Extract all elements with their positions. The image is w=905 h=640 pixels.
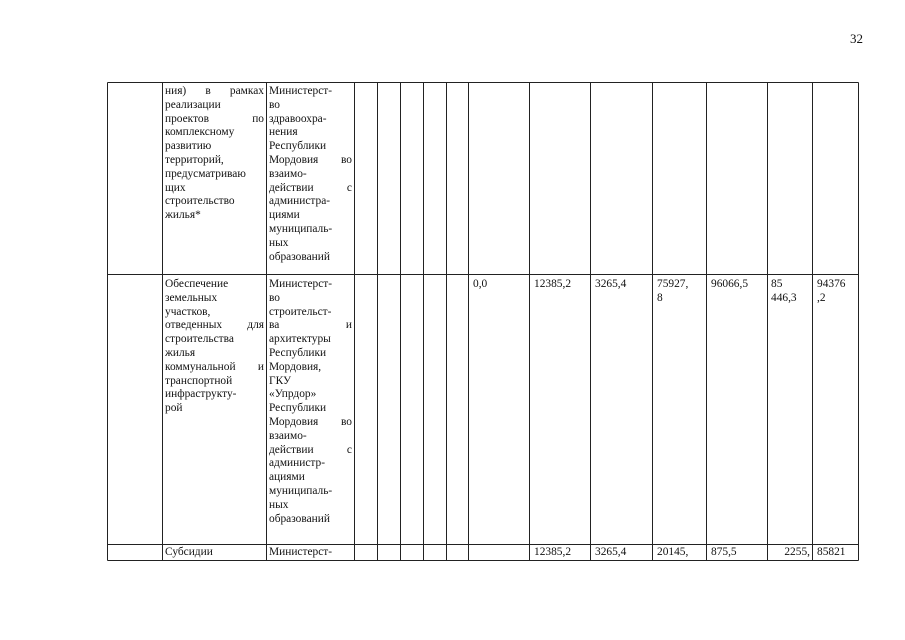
cell-text-line: ГКУ <box>269 374 292 387</box>
row3-value-1 <box>532 546 590 560</box>
cell-text-line: участков, <box>165 305 211 318</box>
row2-name <box>163 278 266 416</box>
row2-value-1 <box>471 278 529 292</box>
cell-text-line: 20145, <box>657 546 689 558</box>
cell-text-line: взаимо- <box>269 167 307 180</box>
row3-name <box>163 546 266 560</box>
cell-text-line: Обеспечение <box>165 278 229 290</box>
cell-text-line: 875,5 <box>711 546 737 558</box>
cell-text-line: образований <box>269 250 330 263</box>
cell-text-line: строительст- <box>269 305 332 318</box>
cell-text-line: жилья <box>165 346 196 359</box>
cell-text-line: 85 <box>771 278 783 290</box>
cell-text-line: администра- <box>269 195 331 208</box>
cell-text-line: 75927, <box>657 278 689 290</box>
cell-text-line: предусматриваю <box>165 167 246 180</box>
row2-value-7 <box>815 278 858 306</box>
row1-name <box>163 85 266 223</box>
cell-text-line: жилья* <box>165 209 201 222</box>
cell-text-line: во <box>269 291 280 304</box>
row2-value-4 <box>655 278 706 306</box>
cell-text-line: Субсидии <box>165 546 213 558</box>
row2-value-3 <box>593 278 652 292</box>
cell-text-line: 0,0 <box>473 278 488 290</box>
cell-text-line: образований <box>269 512 330 525</box>
cell-text-line: Мордовия во <box>269 153 352 166</box>
cell-text-line: здравоохра- <box>269 112 327 125</box>
cell-text-line: ва и <box>269 319 352 332</box>
cell-text-line: земельных <box>165 291 218 304</box>
cell-text-line: взаимо- <box>269 429 307 442</box>
cell-text-line: муниципаль- <box>269 222 333 235</box>
cell-text-line: 3265,4 <box>595 546 627 558</box>
cell-text-line: ациями <box>269 471 305 484</box>
cell-text-line: ,2 <box>817 291 826 304</box>
cell-text-line: коммунальной и <box>165 360 264 373</box>
row2-value-6 <box>769 278 812 306</box>
cell-text-line: реализации <box>165 98 221 111</box>
cell-text-line: во <box>269 98 280 111</box>
row1-executor <box>267 85 354 264</box>
cell-text-line: 8 <box>657 291 663 304</box>
cell-text-line: архитектуры <box>269 333 331 346</box>
cell-text-line: ных <box>269 236 289 249</box>
cell-text-line: ния) в рамках <box>165 85 264 97</box>
cell-text-line: ных <box>269 498 289 511</box>
cell-text-line: 446,3 <box>771 291 797 304</box>
row3-value-4 <box>709 546 767 560</box>
cell-text-line: 94376 <box>817 278 846 290</box>
cell-text-line: Министерст- <box>269 546 333 558</box>
cell-text-line: отведенных для <box>165 319 264 332</box>
cell-text-line: нения <box>269 126 298 139</box>
row2-value-5 <box>709 278 767 292</box>
cell-text-line: инфраструкту- <box>165 388 237 401</box>
cell-text-line: муниципаль- <box>269 484 333 497</box>
row3-value-3 <box>655 546 706 560</box>
cell-text-line: 96066,5 <box>711 278 749 290</box>
row3-value-6 <box>815 546 858 560</box>
cell-text-line: Республики <box>269 140 327 153</box>
cell-text-line: 2255, <box>784 546 810 558</box>
cell-text-line: транспортной <box>165 374 233 387</box>
cell-text-line: циями <box>269 209 300 222</box>
row2-executor <box>267 278 354 526</box>
cell-text-line: действии с <box>269 443 352 456</box>
cell-text-line: Республики <box>269 402 327 415</box>
cell-text-line: Мордовия во <box>269 415 352 428</box>
cell-text-line: рой <box>165 402 183 415</box>
row2-value-2 <box>532 278 590 292</box>
cell-text-line: 12385,2 <box>534 546 572 558</box>
cell-text-line: развитию <box>165 140 212 153</box>
page-number: 32 <box>850 31 863 46</box>
cell-text-line: проектов по <box>165 112 264 125</box>
cell-text-line: строительства <box>165 333 234 346</box>
cell-text-line: Мордовия, <box>269 360 322 373</box>
cell-text-line: Министерст- <box>269 85 333 97</box>
cell-text-line: Министерст- <box>269 278 333 290</box>
row3-value-5 <box>769 546 812 560</box>
cell-text-line: 85821 <box>817 546 846 558</box>
cell-text-line: строительство <box>165 195 235 208</box>
row3-value-2 <box>593 546 652 560</box>
cell-text-line: действии с <box>269 181 352 194</box>
cell-text-line: комплексному <box>165 126 235 139</box>
cell-text-line: «Упрдор» <box>269 388 317 401</box>
cell-text-line: администр- <box>269 457 326 470</box>
row3-executor <box>267 546 354 560</box>
cell-text-line: территорий, <box>165 153 224 166</box>
cell-text-line: щих <box>165 181 186 194</box>
cell-text-line: Республики <box>269 346 327 359</box>
cell-text-line: 12385,2 <box>534 278 572 290</box>
cell-text-line: 3265,4 <box>595 278 627 290</box>
